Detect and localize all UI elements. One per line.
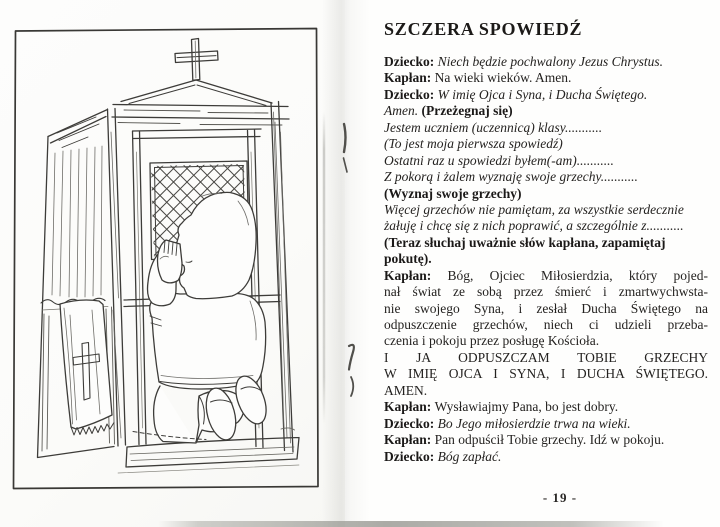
prayer-dialogue (384, 54, 708, 465)
text-line: czenia i pokoju przez posługę Kościoła. (384, 333, 600, 349)
text-line: Jestem uczniem (uczennicą) klasy........... (384, 119, 603, 135)
right-post (271, 102, 293, 453)
text-line: nie swojego Syna, i zesłał Ducha Świętego na (384, 300, 708, 316)
text-line: Dziecko: W imię Ojca i Syna, i Ducha Świętego. (384, 86, 648, 102)
cross-icon (175, 39, 218, 81)
confessional-illustration (0, 0, 345, 520)
text-line: Kapłan: Bóg, Ojciec Miłosierdzia, który pojed- (384, 267, 709, 283)
text-line: Dziecko: Niech będzie pochwalony Jezus Chrystus. (384, 54, 663, 69)
text-line: (Wyznaj swoje grzechy) (384, 185, 522, 201)
text-line: Kapłan: Na wieki wieków. Amen. (384, 70, 572, 86)
roof (112, 80, 289, 125)
text-line: Dziecko: Bóg zapłać. (384, 448, 502, 464)
text-line: W IMIĘ OJCA I SYNA, I DUCHA ŚWIĘTEGO. (384, 366, 708, 382)
text-line: odpuszczenie grzechów, niech ci udzieli przeba- (384, 317, 708, 332)
text-line: Ostatni raz u spowiedzi byłem(-am)........... (384, 152, 614, 168)
page-number: - 19 - (542, 490, 578, 505)
text-line: Kapłan: Pan odpuścił Tobie grzechy. Idź w pokoju. (384, 432, 665, 448)
scan-edge-strip (158, 521, 664, 527)
page-left (0, 0, 345, 527)
text-line: I JA ODPUSZCZAM TOBIE GRZECHY (384, 349, 708, 365)
text-line: pokutę). (384, 251, 432, 267)
text-line: AMEN. (384, 382, 428, 398)
text-line: Z pokorą i żalem wyznaję swoje grzechy........... (384, 169, 638, 185)
text-line: Więcej grzechów nie pamiętam, za wszystkie serdecznie (384, 201, 684, 217)
text-line: Kapłan: Wysławiajmy Pana, bo jest dobry. (384, 399, 619, 415)
kneeler-platform (118, 428, 299, 473)
page-right (384, 0, 710, 527)
text-line: żałuję i chcę się z nich poprawić, a szczególnie z........... (384, 218, 684, 234)
text-line: Dziecko: Bo Jego miłosierdzie trwa na wieki. (384, 415, 631, 431)
text-line: (Teraz słuchaj uważnie słów kapłana, zapamiętaj (384, 234, 666, 250)
page-title: SZCZERA SPOWIEDŹ (384, 19, 583, 39)
text-line: nał świat ze sobą przez śmierć i zmartwychwsta- (384, 284, 708, 300)
text-line: (To jest moja pierwsza spowiedź) (384, 136, 563, 152)
page-curl-shadow (323, 112, 325, 424)
binding-ink-marks (330, 0, 390, 527)
text-line: Amen. (Przeżegnaj się) (384, 103, 513, 119)
